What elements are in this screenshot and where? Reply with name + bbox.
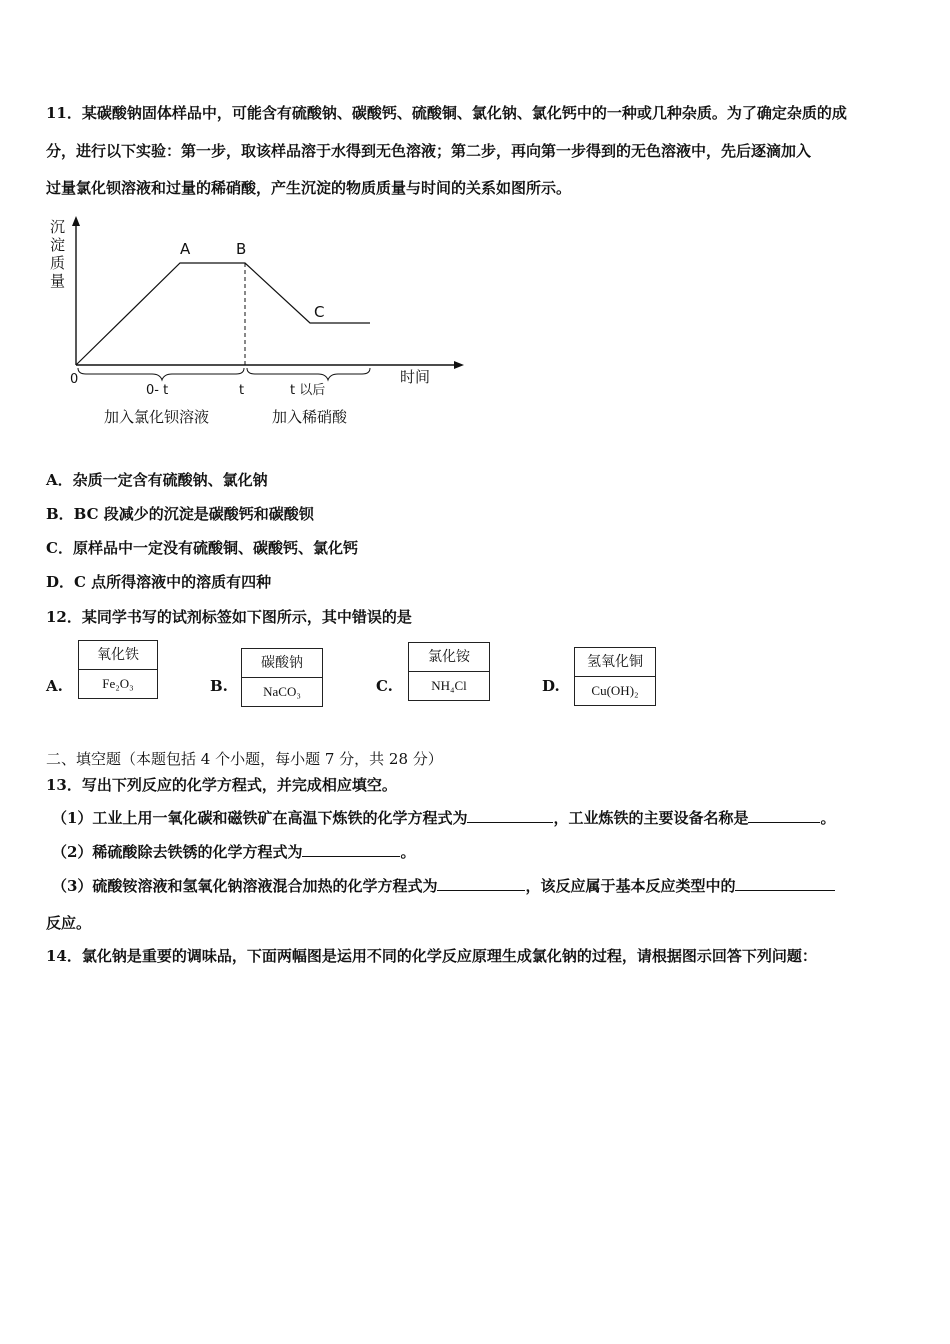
y-axis-label [50,218,65,290]
point-c-label: C [314,303,325,321]
q12-labels [46,645,746,715]
x-axis-label: 时间 [400,368,431,386]
point-b-label: B [236,240,247,258]
q13-part-1-text-a: （1）工业上用一氧化碳和磁铁矿在高温下炼铁的化学方程式为 [52,809,468,827]
y-axis-arrow [72,216,80,226]
brace-segment-1 [78,368,244,380]
q13-part-1-text-c: 。 [820,809,836,827]
label-b-name: 碳酸钠 [242,649,322,678]
q13-part-1-text-b: ，工业炼铁的主要设备名称是 [553,809,749,827]
q13-part-3-end: 反应。 [46,914,92,932]
q12-stem: 12．某同学书写的试剂标签如下图所示，其中错误的是 [46,608,412,626]
precipitate-time-graph [40,210,480,440]
q11-line3: 过量氯化钡溶液和过量的稀硝酸，产生沉淀的物质质量与时间的关系如图所示。 [46,179,572,197]
segment-2-tick-t: t [239,383,245,398]
q13-blank-3[interactable] [302,842,400,857]
label-a-formula: Fe₂O₃ [102,676,134,691]
label-a-name: 氧化铁 [79,641,157,670]
label-d-name: 氢氧化铜 [575,648,655,677]
brace-segment-2 [247,368,370,380]
q13-part-3-text-b: ，该反应属于基本反应类型中的 [525,877,736,895]
q13-blank-1[interactable] [467,808,553,823]
origin-label: 0 [70,372,79,387]
label-c-formula: NH₄Cl [431,678,467,693]
label-b-formula: NaCO₃ [263,684,301,699]
section-2-title: 二、填空题（本题包括 4 个小题，每小题 7 分，共 28 分） [46,750,443,768]
q11-option-d: D．C 点所得溶液中的溶质有四种 [46,573,272,591]
q11-option-c: C．原样品中一定没有硫酸铜、碳酸钙、氯化钙 [46,539,358,557]
label-c-name: 氯化铵 [409,643,489,672]
reagent-label-b [241,648,323,707]
q14-stem: 14．氯化钠是重要的调味品，下面两幅图是运用不同的化学反应原理生成氯化钠的过程，请根据图示回答下列问题： [46,947,817,965]
q13-stem: 13．写出下列反应的化学方程式，并完成相应填空。 [46,776,397,794]
segment-2-tick-after: t 以后 [290,383,326,398]
q13-part-3 [52,875,835,896]
point-a-label: A [180,240,191,258]
q13-blank-5[interactable] [735,876,835,891]
precipitate-curve [76,263,370,365]
q13-part-2-text-a: （2）稀硫酸除去铁锈的化学方程式为 [52,843,303,861]
y-axis-label-char: 质 [50,254,66,272]
q11-line2: 分，进行以下实验：第一步，取该样品溶于水得到无色溶液；第二步，再向第一步得到的无色溶液中，先后逐滴加入 [46,142,812,160]
y-axis-label-char: 量 [50,272,66,290]
q11-option-a: A．杂质一定含有硫酸钠、氯化钠 [46,471,268,489]
q13-blank-4[interactable] [437,876,525,891]
q11-line1: 11．某碳酸钠固体样品中，可能含有硫酸钠、碳酸钙、硫酸铜、氯化钠、氯化钙中的一种或几种杂质。为了确定杂质的成 [46,104,847,122]
reagent-label-d [574,647,656,706]
q13-part-3-text-a: （3）硫酸铵溶液和氢氧化钠溶液混合加热的化学方程式为 [52,877,438,895]
label-a-letter: A. [46,677,63,695]
segment-1-tick: 0- t [146,383,169,398]
label-d-formula: Cu(OH)₂ [591,683,639,698]
q13-part-1 [52,807,835,828]
segment-1-note: 加入氯化钡溶液 [104,408,210,426]
label-b-letter: B. [210,677,228,695]
y-axis-label-char: 淀 [50,236,66,254]
x-axis-arrow [454,361,464,369]
label-c-letter: C. [376,677,393,695]
y-axis-label-char: 沉 [50,218,66,236]
q13-part-2-text-b: 。 [400,843,416,861]
q11-option-b: B．BC 段减少的沉淀是碳酸钙和碳酸钡 [46,505,314,523]
reagent-label-a [78,640,158,699]
label-d-letter: D. [542,677,560,695]
segment-2-note: 加入稀硝酸 [272,408,348,426]
q13-part-2 [52,841,415,862]
reagent-label-c [408,642,490,701]
q13-blank-2[interactable] [748,808,820,823]
